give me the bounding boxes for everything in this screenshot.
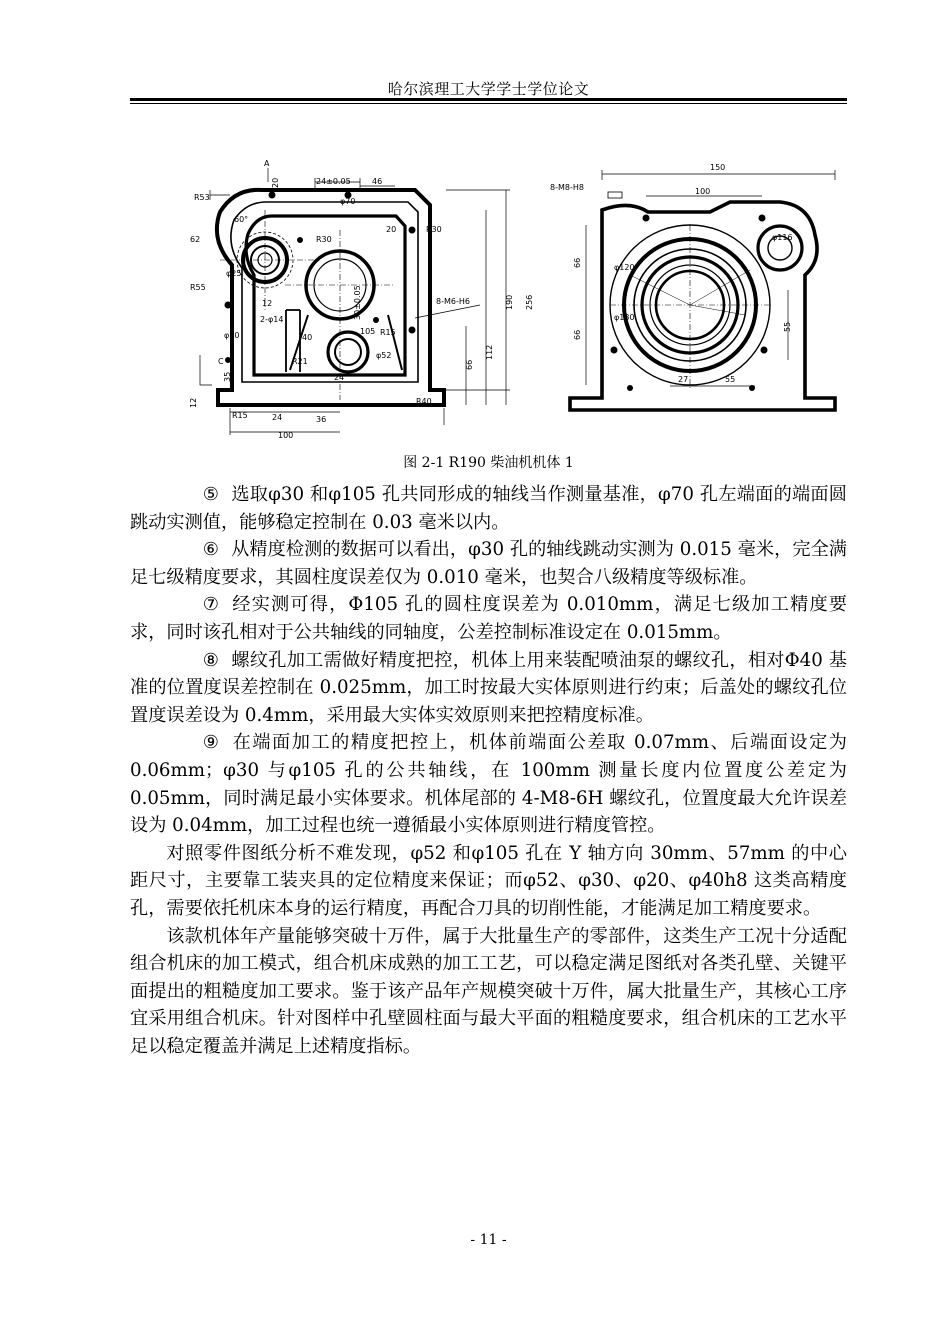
dimension-label: 2-φ14 <box>260 315 284 324</box>
paragraph-text: 螺纹孔加工需做好精度把控，机体上用来装配喷油泵的螺纹孔，相对Φ40 基准的位置度误差控制在 0.025mm，加工时按最大实体原则进行约束；后盖处的螺纹孔位置度误差设为 0.4mm，采用最大实体实效原则来把控精度标准。 <box>130 649 847 726</box>
header-rule-thin <box>130 103 847 104</box>
dimension-label: 66 <box>465 359 474 370</box>
right-view <box>570 170 835 410</box>
dimension-label: 62 <box>190 235 201 244</box>
paragraph-production <box>130 923 847 1061</box>
engine-block-drawing <box>190 150 870 442</box>
dimension-label: R40 <box>416 397 432 406</box>
dimension-label: 24 <box>272 413 283 422</box>
dimension-label: 105 <box>360 327 376 336</box>
dimension-label: 27 <box>678 375 689 384</box>
figure-caption: 图 2-1 R190 柴油机机体 1 <box>403 455 574 471</box>
dimension-label: R55 <box>190 283 206 292</box>
dimension-label: φ52 <box>376 351 392 360</box>
dimension-label: R15 <box>380 328 396 337</box>
dimension-label: R53 <box>194 193 210 202</box>
dimension-label: 36 <box>316 415 327 424</box>
dimension-label: 66 <box>573 329 582 340</box>
left-view-dimension-labels <box>189 159 534 440</box>
dimension-label: R30 <box>316 235 332 244</box>
dimension-label: φ70 <box>340 197 356 206</box>
paragraph-text: 该款机体年产量能够突破十万件，属于大批量生产的零部件，这类生产工况十分适配组合机床的加工模式，组合机床成熟的加工工艺，可以稳定满足图纸对各类孔壁、关键平面提出的粗糙度加工要求。鉴于该产品年产规模突破十万件，属大批量生产，其核心工序宜采用组合机床。针对图样中孔壁圆柱面与最大平面的粗糙度要求，组合机床的工艺水平足以稳定覆盖并满足上述精度指标。 <box>130 925 847 1057</box>
body-text <box>130 481 847 1060</box>
dimension-label: 66 <box>573 257 582 268</box>
dimension-label: φ120 <box>614 263 635 272</box>
dimension-label: 8-M8-H8 <box>550 183 584 192</box>
dimension-label: 24±0.05 <box>316 177 351 186</box>
paragraph-text: 选取φ30 和φ105 孔共同形成的轴线当作测量基准，φ70 孔左端面的端面圆跳动实测值，能够稳定控制在 0.03 毫米以内。 <box>130 484 847 533</box>
item-marker: ⑦ <box>202 594 220 616</box>
dimension-label: 12 <box>262 299 273 308</box>
dimension-label: 8-M6-H6 <box>436 297 470 306</box>
dimension-label: 20 <box>271 177 280 188</box>
dimension-label: 60° <box>234 215 249 224</box>
paragraph-drawing-analysis <box>130 840 847 923</box>
dimension-label: 46 <box>372 177 383 186</box>
dimension-label: φ116 <box>772 233 793 242</box>
item-marker: ⑨ <box>202 732 220 754</box>
dimension-label: 35 <box>223 371 232 382</box>
dimension-label: 100 <box>278 431 294 440</box>
dimension-label: 112 <box>485 344 494 360</box>
technical-drawing-svg <box>190 150 870 442</box>
dimension-label: 55 <box>725 375 736 384</box>
item-marker: ⑧ <box>202 649 220 671</box>
paragraph-8 <box>130 647 847 730</box>
dimension-label: 190 <box>505 294 514 310</box>
dimension-label: R21 <box>292 357 308 366</box>
item-marker: ⑥ <box>202 539 220 561</box>
paragraph-5 <box>130 481 847 536</box>
item-marker: ⑤ <box>202 484 220 505</box>
dimension-label: 20 <box>386 225 397 234</box>
paragraph-6 <box>130 536 847 591</box>
dimension-label: φ20 <box>224 331 240 340</box>
dimension-label: 256 <box>525 294 534 310</box>
dimension-label: 55 <box>783 321 792 332</box>
dimension-label: 12 <box>189 397 198 408</box>
header-rule-thick <box>130 98 847 101</box>
dimension-label: 24 <box>334 373 345 382</box>
paragraph-text: 经实测可得，Φ105 孔的圆柱度误差为 0.010mm，满足七级加工精度要求，同时该孔相对于公共轴线的同轴度，公差控制标准设定在 0.015mm。 <box>130 594 847 643</box>
dimension-label: C <box>218 357 224 366</box>
dimension-label: R15 <box>232 411 248 420</box>
dimension-label: 30±0.05 <box>353 285 362 320</box>
paragraph-7 <box>130 591 847 646</box>
paragraph-9 <box>130 729 847 839</box>
dimension-label: 100 <box>695 187 711 196</box>
dimension-label: A <box>264 159 270 168</box>
dimension-label: R30 <box>426 225 442 234</box>
dimension-label: 150 <box>710 163 726 172</box>
paragraph-text: 在端面加工的精度把控上，机体前端面公差取 0.07mm、后端面设定为 0.06mm；φ30 与φ105 孔的公共轴线，在 100mm 测量长度内位置度公差定为 0.05mm，同时满足最小实体要求。机体尾部的 4-M8-6H 螺纹孔，位置度最大允许误差设为 0.04mm，加工过程也统一遵循最小实体原则进行精度管控。 <box>130 732 847 837</box>
dimension-label: φ130 <box>614 313 635 322</box>
running-header: 哈尔滨理工大学学士学位论文 <box>387 80 590 98</box>
dimension-label: φ25 <box>226 269 242 278</box>
dimension-label: 40 <box>302 333 313 342</box>
paragraph-text: 从精度检测的数据可以看出，φ30 孔的轴线跳动实测为 0.015 毫米，完全满足七级精度要求，其圆柱度误差仅为 0.010 毫米，也契合八级精度等级标准。 <box>130 539 847 588</box>
paragraph-text: 对照零件图纸分析不难发现，φ52 和φ105 孔在 Y 轴方向 30mm、57mm 的中心距尺寸，主要靠工装夹具的定位精度来保证；而φ52、φ30、φ20、φ40h8 这类高精度孔，需要依托机床本身的运行精度，再配合刀具的切削性能，才能满足加工精度要求。 <box>130 842 847 919</box>
page-number: - 11 - <box>470 1232 507 1248</box>
